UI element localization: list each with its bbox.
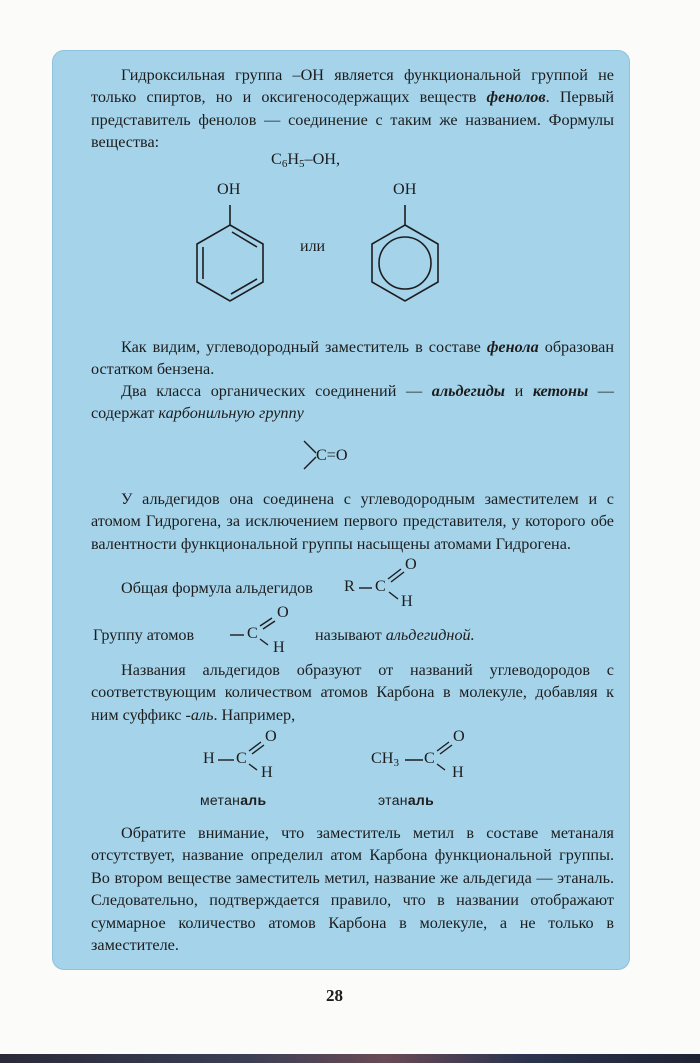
- page-number: 28: [326, 986, 343, 1005]
- paragraph-aldehydes: У альдегидов она соединена с углеводородным заместителем и с атомом Гидрогена, за исключением первого представителя, у которого обе валентности функциональной группы насыщены атомами Гидрогена.: [91, 490, 614, 553]
- c-atom: C: [236, 749, 247, 767]
- o-atom: O: [405, 555, 417, 573]
- general-formula-label: Общая формула альдегидов: [121, 579, 313, 597]
- ch3-group: $CH_3$: [371, 749, 399, 769]
- o-atom: O: [277, 603, 289, 621]
- h-atom: H: [452, 763, 464, 781]
- r-atom: R: [344, 577, 355, 595]
- paragraph-conclusion: Обратите внимание, что заместитель метил в составе метаналя отсутствует, название определил атом Карбона функциональной группы. Во втором веществе заместитель метил, название же альдегида — этаналь. Следовательно, подтверждается правило, что в названии отображают суммарное количество атомов Карбона в молекуле, а не только в заместителе.: [91, 824, 614, 955]
- term-phenols: фенолов: [486, 88, 546, 107]
- methanal-name: метаналь: [200, 792, 267, 808]
- c-atom: C: [375, 577, 386, 595]
- group-label: Группу атомов: [93, 626, 195, 644]
- paragraph-carbonyl: Два класса органических соединений — альдегиды и кетоны — содержат карбонильную группу: [91, 382, 614, 423]
- term-carbonyl-group: карбонильную группу: [158, 404, 304, 423]
- term-aldehydes: альдегиды: [431, 382, 505, 400]
- benzene-ring-aromatic: [360, 200, 450, 300]
- term-phenol: фенола: [486, 338, 539, 356]
- term-ketones: кетоны: [532, 382, 589, 400]
- h-atom-left: H: [203, 749, 215, 767]
- h-atom: H: [261, 763, 273, 781]
- suffix-al: -аль: [185, 705, 214, 724]
- phenol-formula: $C_6H_5-OH$,: [271, 150, 341, 170]
- c-atom: C: [247, 624, 258, 642]
- o-atom: O: [265, 727, 277, 745]
- o-atom: O: [453, 727, 465, 745]
- paragraph-naming: Названия альдегидов образуют от названий углеводородов с соответствующим количеством атомов Карбона в молекуле, добавляя к ним суффикс -аль. Например,: [91, 661, 614, 724]
- c-atom: C: [424, 749, 435, 767]
- h-atom: H: [273, 638, 285, 656]
- paragraph-hydroxyl: Гидроксильная группа –OH является функциональной группой не только спиртов, но и оксигеносодержащих веществ фенолов. Первый представитель фенолов — соединение с таким же названием. Формулы вещества:: [91, 66, 614, 152]
- ethanal-name: этаналь: [378, 792, 434, 808]
- or-word: или: [300, 238, 326, 255]
- carbonyl-text: C=O: [316, 446, 348, 464]
- h-atom: H: [401, 592, 413, 610]
- bottom-edge: [0, 1054, 700, 1063]
- phenol-oh-right: OH: [393, 180, 417, 198]
- group-called: называют альдегидной.: [315, 626, 475, 644]
- phenol-oh-left: OH: [217, 180, 241, 198]
- paragraph-phenol: Как видим, углеводородный заместитель в составе фенола образован остатком бензена.: [91, 338, 615, 379]
- benzene-ring-kekule: [185, 200, 275, 300]
